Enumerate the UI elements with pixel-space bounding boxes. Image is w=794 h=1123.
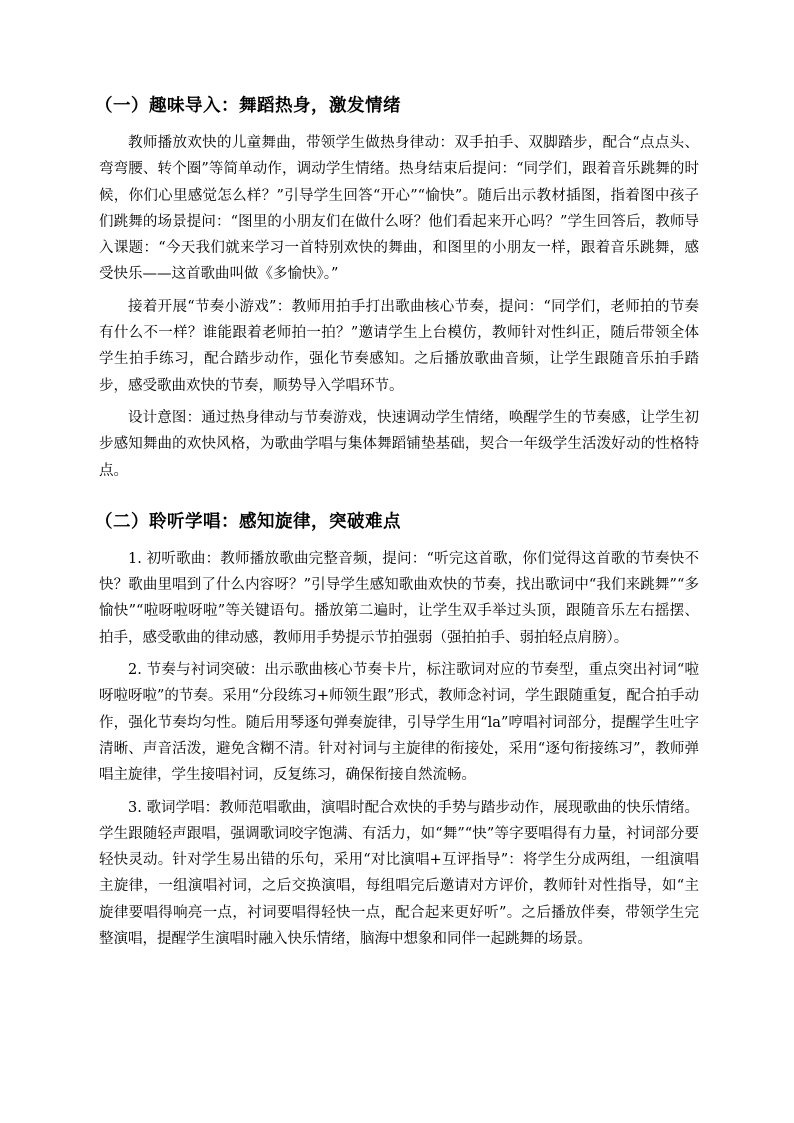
paragraph: 3. 歌词学唱：教师范唱歌曲，演唱时配合欢快的手势与踏步动作，展现歌曲的快乐情绪。学生跟随轻声跟唱，强调歌词咬字饱满、有活力，如“舞”“快”等字要唱得有力量，衬词部分要轻快灵动。针对学生易出错的乐句，采用“对比演唱+互评指导”：将学生分成两组，一组演唱主旋律，一组演唱衬词，之后交换演唱，每组唱完后邀请对方评价，教师针对性指导，如“主旋律要唱得响亮一点，衬词要唱得轻快一点，配合起来更好听”。之后播放伴奏，带领学生完整演唱，提醒学生演唱时融入快乐情绪，脑海中想象和同伴一起跳舞的场景。 [99,799,699,948]
paragraph: 1. 初听歌曲：教师播放歌曲完整音频，提问：“听完这首歌，你们觉得这首歌的节奏快不快？歌曲里唱到了什么内容呀？”引导学生感知歌曲欢快的节奏，找出歌词中“我们来跳舞”“多愉快”“啦呀啦呀啦”等关键语句。播放第二遍时，让学生双手举过头顶，跟随音乐左右摇摆、拍手，感受歌曲的律动感，教师用手势提示节拍强弱（强拍拍手、弱拍轻点肩膀）。 [99,550,699,646]
section-listening [95,508,699,952]
paragraph: 教师播放欢快的儿童舞曲，带领学生做热身律动：双手拍手、双脚踏步，配合“点点头、弯弯腰、转个圈”等简单动作，调动学生情绪。热身结束后提问：“同学们，跟着音乐跳舞的时候，你们心里感觉怎么样？”引导学生回答“开心”“愉快”。随后出示教材插图，指着图中孩子们跳舞的场景提问：“图里的小朋友们在做什么呀？他们看起来开心吗？”学生回答后，教师导入课题：“今天我们就来学习一首特别欢快的舞曲，和图里的小朋友一样，跟着音乐跳舞，感受快乐——这首歌曲叫做《多愉快》。” [99,135,699,283]
section-intro [95,92,699,484]
paragraph: 2. 节奏与衬词突破：出示歌曲核心节奏卡片，标注歌词对应的节奏型，重点突出衬词“啦呀啦呀啦”的节奏。采用“分段练习+师领生跟”形式，教师念衬词，学生跟随重复，配合拍手动作，强化节奏均匀性。随后用琴逐句弹奏旋律，引导学生用“la”哼唱衬词部分，提醒学生吐字清晰、声音活泼，避免含糊不清。针对衬词与主旋律的衔接处，采用“逐句衔接练习”，教师弹唱主旋律，学生接唱衬词，反复练习，确保衔接自然流畅。 [99,662,699,784]
section-heading: （一）趣味导入：舞蹈热身，激发情绪 [95,96,401,116]
paragraph: 设计意图：通过热身律动与节奏游戏，快速调动学生情绪，唤醒学生的节奏感，让学生初步感知舞曲的欢快风格，为歌曲学唱与集体舞蹈铺垫基础，契合一年级学生活泼好动的性格特点。 [99,409,699,479]
document-body [95,92,699,958]
section-heading: （二）聆听学唱：感知旋律，突破难点 [95,511,401,532]
paragraph: 接着开展“节奏小游戏”：教师用拍手打出歌曲核心节奏，提问：“同学们，老师拍的节奏有什么不一样？谁能跟着老师拍一拍？”邀请学生上台模仿，教师针对性纠正，随后带领全体学生拍手练习，配合踏步动作，强化节奏感知。之后播放歌曲音频，让学生跟随音乐拍手踏步，感受歌曲欢快的节奏，顺势导入学唱环节。 [99,298,699,394]
